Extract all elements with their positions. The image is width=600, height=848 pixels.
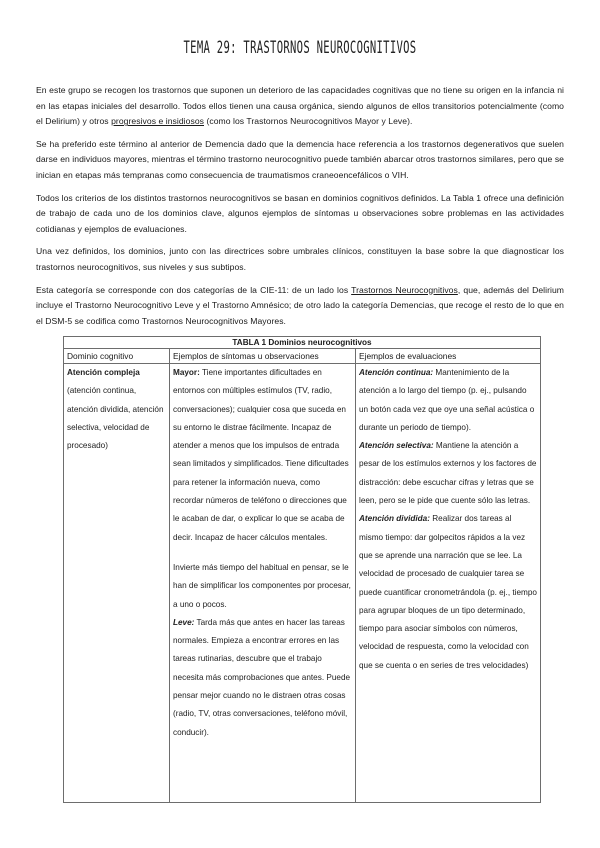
- paragraph-cie11-text: Esta categoría se corresponde con dos categorías de la CIE-11: de un lado los: [36, 284, 352, 295]
- table-row: [64, 364, 541, 803]
- neurocognitive-domains-table: [63, 336, 541, 803]
- eval-label-dividida: Atención dividida:: [359, 514, 430, 524]
- symptoms-mayor-extra: Invierte más tiempo del habitual en pensar, se le han de simplificar los componentes por procesar, a uno o pocos.: [173, 562, 351, 609]
- domain-subtypes: (atención continua, atención dividida, atención selectiva, velocidad de procesado): [67, 386, 164, 451]
- table-caption: TABLA 1 Dominios neurocognitivos: [64, 337, 541, 349]
- paragraph-demencia: Se ha preferido este término al anterior de Demencia dado que la demencia hace referencia a los trastornos degenerativos que suelen darse en individuos mayores, mientras el término trastorno neurocognitivo puede también abarcar otros trastornos similares, pero que se inician en etapas más tempranas como consecuencia de traumatismos craneoencefálicos o VIH.: [36, 138, 564, 180]
- domain-name: Atención compleja: [67, 368, 140, 377]
- underlined-term: progresivos e insidiosos: [111, 116, 204, 127]
- paragraph-cie11: [36, 283, 564, 330]
- column-header: Dominio cognitivo: [64, 349, 170, 364]
- eval-dividida: Realizar dos tareas al mismo tiempo: dar golpecitos rápidos a la vez que se aprende una narración que se lee. La velocidad de procesado de cualquier tarea se puede cuantificar cronometrándola (p. ej., tiempo para agrupar bloques de un tipo determinado, tiempo para asociar símbolos con números, velocidad de respuesta, como la velocidad con que se cuenta o en series de tres velocidades): [359, 514, 537, 670]
- eval-selectiva: Mantiene la atención a pesar de los estímulos externos y los factores de distracción: debe escuchar cifras y letras que se leen, pero se le pide que cuente sólo las letras.: [359, 441, 537, 506]
- paragraph-criterios: Todos los criterios de los distintos trastornos neurocognitivos se basan en dominios cognitivos definidos. La Tabla 1 ofrece una definición de trabajo de cada uno de los dominios clave, algunos ejemplos de síntomas u observaciones sobre problemas en las actividades cotidianas y ejemplos de evaluaciones.: [36, 192, 564, 234]
- body-text: [36, 83, 564, 336]
- eval-label-selectiva: Atención selectiva:: [359, 441, 434, 451]
- evaluations-cell: [356, 364, 541, 803]
- symptoms-cell: [170, 364, 356, 803]
- eval-label-continua: Atención continua:: [359, 368, 434, 377]
- symptoms-leve: Tarda más que antes en hacer las tareas normales. Empieza a encontrar errores en las tareas rutinarias, descubre que el trabajo necesita más comprobaciones que antes. Puede pensar mejor cuando no le distraen otras cosas (radio, TV, otras conversaciones, teléfono móvil, conducir).: [173, 617, 351, 737]
- domain-cell: [64, 364, 170, 803]
- paragraph-intro-text: En este grupo se recogen los trastornos que suponen un deterioro de las capacidades cognitivas que no tiene su origen en la infancia ni en las etapas iniciales del desarrollo. Todos ellos tienen una causa orgánica, siendo algunos de ellos transitorios potencialmente (como el Delirium) y otros: [36, 85, 564, 127]
- eval-continua: Mantenimiento de la atención a lo largo del tiempo (p. ej., pulsando un botón cada vez que oye una señal acústica o durante un periodo de tiempo).: [359, 368, 535, 432]
- page-title: TEMA 29: TRASTORNOS NEUROCOGNITIVOS: [183, 38, 417, 58]
- column-header: Ejemplos de evaluaciones: [356, 349, 541, 364]
- underlined-term: Trastornos Neurocognitivos: [351, 284, 458, 295]
- column-header: Ejemplos de síntomas u observaciones: [170, 349, 356, 364]
- paragraph-intro: [36, 83, 564, 130]
- paragraph-intro-text-end: (como los Trastornos Neurocognitivos Mayor y Leve).: [204, 116, 413, 127]
- paragraph-dominios: Una vez definidos, los dominios, junto con las directrices sobre umbrales clínicos, constituyen la base sobre la que diagnosticar los trastornos neurocognitivos, sus niveles y sus subtipos.: [36, 246, 564, 272]
- severity-label-leve: Leve:: [173, 617, 195, 627]
- severity-label-mayor: Mayor:: [173, 368, 200, 377]
- paragraph-cie11-text-end: , que, además del Delirium incluye el Trastorno Neurocognitivo Leve y el Trastorno Amnésico; de otro lado la categoría Demencias, que recoge el resto de lo que en el DSM-5 se codifica como Trastornos Neurocognitivos Mayores.: [36, 284, 564, 326]
- symptoms-mayor: Tiene importantes dificultades en entornos con múltiples estímulos (TV, radio, conversaciones); cualquier cosa que suceda en su entorno le distrae fácilmente. Incapaz de atender a menos que los impulsos de entrada sean limitados y simplificados. Tiene dificultades para retener la información nueva, como recordar números de teléfono o direcciones que le acaban de dar, o explicar lo que se acaba de decir. Incapaz de hacer cálculos mentales.: [173, 368, 349, 542]
